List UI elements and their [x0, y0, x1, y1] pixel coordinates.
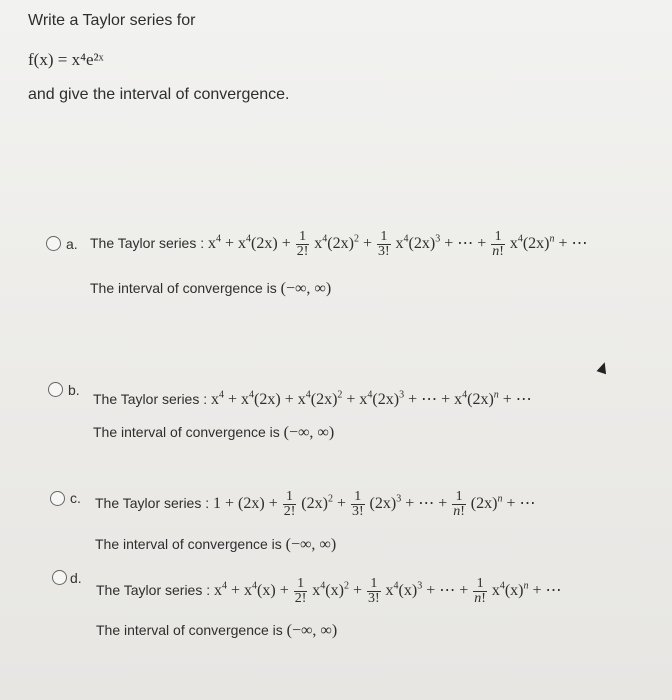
- interval-value: (−∞, ∞): [283, 424, 335, 441]
- option-d-series: The Taylor series : $x^4 + x^4(x)$ + $\frac{1}{2!}$ $x^4(x)^2$ + $\frac{1}{3!}$ $x^4(x)^3$ + ⋯ + $\frac{1}{n!}$ $x^4(x)^n$ + ⋯: [96, 576, 562, 606]
- option-letter: a.: [66, 236, 78, 252]
- radio-option-b[interactable]: [48, 382, 63, 397]
- option-c-interval: [95, 536, 336, 554]
- option-a-interval: [90, 280, 331, 298]
- question-instruction: and give the interval of convergence.: [28, 86, 290, 103]
- option-b-series: The Taylor series : $x^4 + x^4(2x) + x^4(2x)^2 + x^4(2x)^3$ + ⋯ + $x^4(2x)^n$ + ⋯: [93, 389, 532, 408]
- option-a-series: The Taylor series : $x^4 + x^4(2x)$ + $\frac{1}{2!}$ $x^4(2x)^2$ + $\frac{1}{3!}$ $x^4(2x)^3$ + ⋯ + $\frac{1}{n!}$ $x^4(2x)^n$ + ⋯: [90, 229, 588, 259]
- function-definition: f(x) = x⁴e²ˣ: [28, 50, 104, 69]
- option-c-series: The Taylor series : 1 + (2x) + $\frac{1}{2!}$ $(2x)^2$ + $\frac{1}{3!}$ $(2x)^3$ + ⋯ + $\frac{1}{n!}$ $(2x)^n$ + ⋯: [95, 489, 536, 519]
- question-prompt: Write a Taylor series for: [28, 12, 196, 29]
- series-prefix: The Taylor series :: [96, 582, 211, 599]
- interval-value: (−∞, ∞): [280, 280, 332, 297]
- interval-value: (−∞, ∞): [285, 536, 337, 553]
- radio-option-a[interactable]: [46, 236, 61, 251]
- interval-value: (−∞, ∞): [286, 622, 338, 639]
- option-letter: b.: [68, 382, 80, 398]
- series-prefix: The Taylor series :: [90, 235, 205, 252]
- option-d-interval: [96, 622, 337, 640]
- interval-label: The interval of convergence is: [93, 424, 280, 440]
- interval-label: The interval of convergence is: [96, 622, 283, 638]
- option-letter: c.: [70, 490, 81, 506]
- mouse-cursor-icon: [597, 361, 610, 375]
- series-prefix: The Taylor series :: [93, 391, 208, 407]
- radio-option-d[interactable]: [52, 570, 67, 585]
- option-b-interval: [93, 424, 334, 442]
- interval-label: The interval of convergence is: [90, 280, 277, 296]
- option-letter: d.: [70, 570, 82, 586]
- series-prefix: The Taylor series :: [95, 495, 210, 512]
- interval-label: The interval of convergence is: [95, 536, 282, 552]
- radio-option-c[interactable]: [50, 491, 65, 506]
